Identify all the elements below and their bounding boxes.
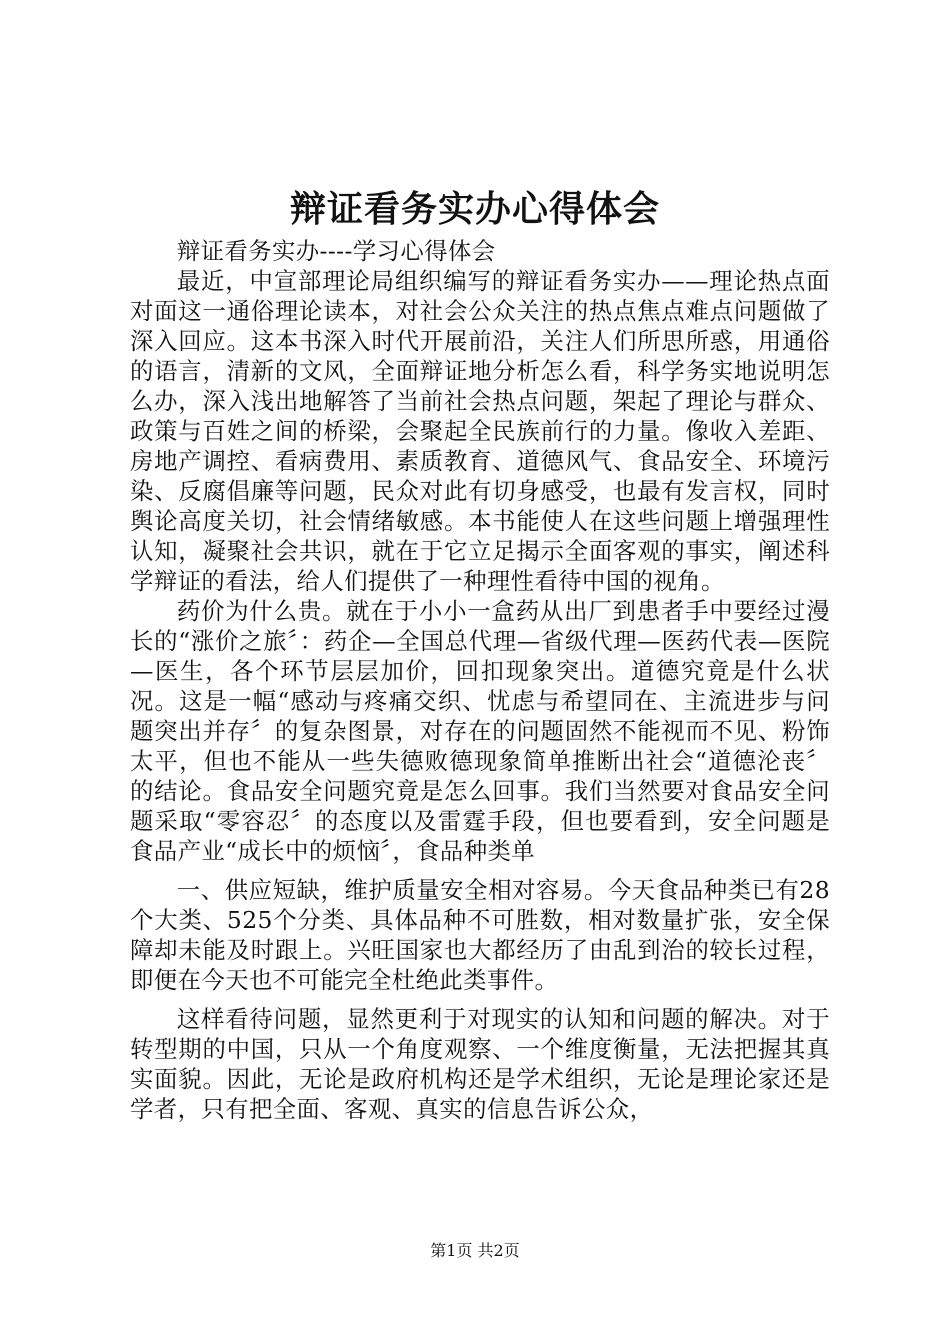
document-title: 辩证看务实办心得体会 (289, 188, 660, 230)
food-supply-paragraph: 一、供应短缺，维护质量安全相对容易。今天食品种类已有28个大类、525个分类、具体品种不可胜数，相对数量扩张，安全保障却未能及时跟上。兴旺国家也大都经历了由乱到治的较长过程，即便在今天也不可能完全杜绝此类事件。 (130, 876, 830, 994)
drug-price-paragraph: 药价为什么贵。就在于小小一盒药从出厂到患者手中要经过漫长的“涨价之旅〞：药企—全国总代理—省级代理—医药代表—医院—医生，各个环节层层加价，回扣现象突出。道德究竟是什么状况。这是一幅“感动与疼痛交织、忧虑与希望同在、主流进步与问题突出并存〞的复杂图景，对存在的问题固然不能视而不见、粉饰太平，但也不能从一些失德败德现象简单推断出社会“道德沦丧〞的结论。食品安全问题究竟是怎么回事。我们当然要对食品安全问题采取“零容忍〞的态度以及雷霆手段，但也要看到，安全问题是食品产业“成长中的烦恼〞，食品种类单 (130, 597, 830, 865)
conclusion-paragraph: 这样看待问题，显然更利于对现实的认知和问题的解决。对于转型期的中国，只从一个角度观察、一个维度衡量，无法把握其真实面貌。因此，无论是政府机构还是学术组织，无论是理论家还是学者，只有把全面、客观、真实的信息告诉公众， (130, 1005, 830, 1123)
subtitle-paragraph: 辩证看务实办----学习心得体会 (176, 237, 496, 265)
page-number: 第1页 共2页 (430, 1241, 520, 1260)
intro-paragraph: 最近，中宣部理论局组织编写的辩证看务实办——理论热点面对面这一通俗理论读本，对社会公众关注的热点焦点难点问题做了深入回应。这本书深入时代开展前沿，关注人们所思所惑，用通俗的语言，清新的文风，全面辩证地分析怎么看，科学务实地说明怎么办，深入浅出地解答了当前社会热点问题，架起了理论与群众、政策与百姓之间的桥梁，会聚起全民族前行的力量。像收入差距、房地产调控、看病费用、素质教育、道德风气、食品安全、环境污染、反腐倡廉等问题，民众对此有切身感受，也最有发言权，同时舆论高度关切，社会情绪敏感。本书能使人在这些问题上增强理性认知，凝聚社会共识，就在于它立足揭示全面客观的事实，阐述科学辩证的看法，给人们提供了一种理性看待中国的视角。 (130, 267, 830, 595)
document-body (130, 236, 830, 1124)
